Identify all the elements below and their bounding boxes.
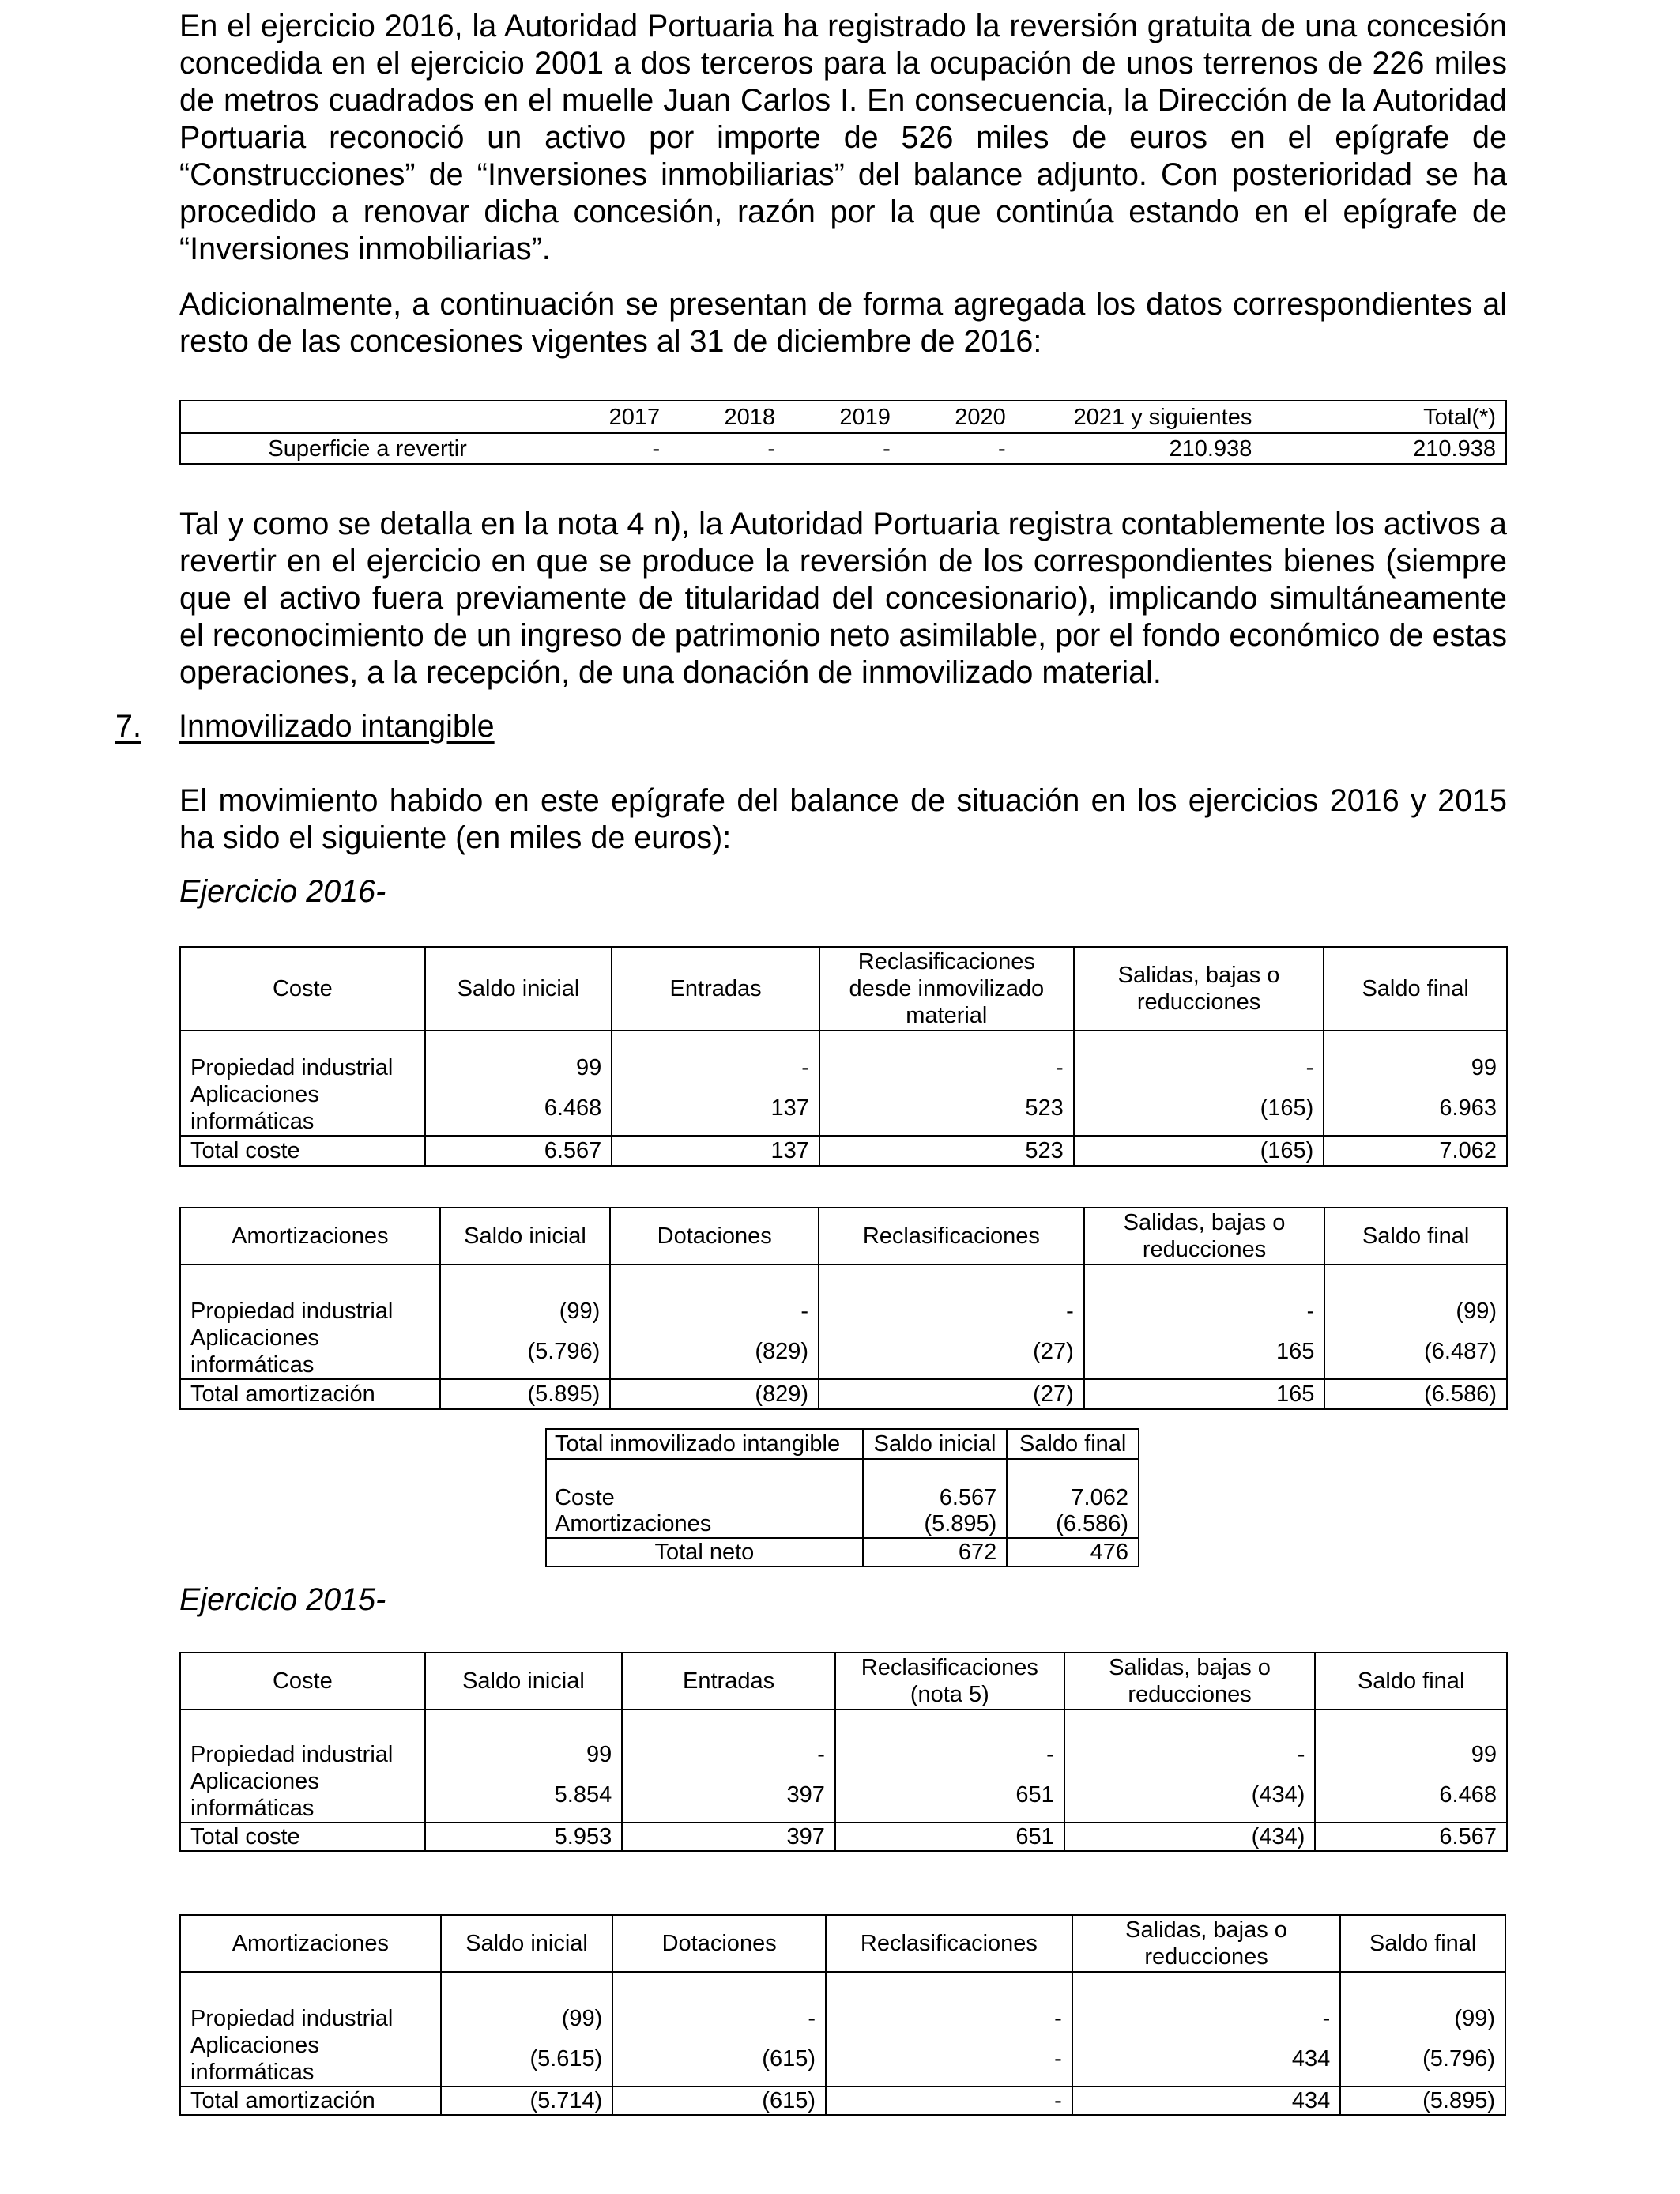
header-cell: Reclasificaciones (826, 1915, 1072, 1972)
total-value: 6.567 (425, 1136, 612, 1166)
cell-value: 6.567 (863, 1459, 1008, 1511)
row-label: Aplicaciones informáticas (190, 1769, 319, 1821)
header-cell: Reclasificaciones (819, 1208, 1084, 1265)
row-label: Aplicaciones informáticas (190, 2033, 319, 2085)
cell-value: - (826, 2032, 1072, 2087)
header-cell: Dotaciones (610, 1208, 819, 1265)
concessions-header-cell: 2020 (955, 404, 1006, 430)
total-row (180, 1823, 1507, 1851)
cell-value: - (835, 1710, 1064, 1768)
header-cell: Coste (272, 976, 333, 1001)
table-row (180, 1710, 1507, 1768)
cell-value: 6.963 (1324, 1081, 1507, 1136)
amortization-2016-header-row (180, 1208, 1507, 1265)
header-cell: Total inmovilizado intangible (555, 1431, 841, 1457)
cell-value: (99) (1340, 1972, 1505, 2032)
cell-value: (434) (1064, 1768, 1316, 1823)
cell-value: (829) (610, 1325, 819, 1379)
table-row (180, 1325, 1507, 1379)
cell-value: (165) (1074, 1081, 1324, 1136)
cell-value: - (1074, 1031, 1324, 1081)
total-value: (829) (610, 1379, 819, 1409)
total-value: 651 (835, 1823, 1064, 1851)
header-cell: Saldo final (1315, 1653, 1507, 1710)
amortization-2015-table (179, 1914, 1506, 2116)
total-row (546, 1538, 1139, 1566)
row-label: Aplicaciones informáticas (190, 1325, 319, 1378)
total-value: 7.062 (1324, 1136, 1507, 1166)
concessions-header-cell: 2019 (839, 404, 891, 430)
concessions-header-cell (180, 401, 554, 433)
total-row (180, 1136, 1507, 1166)
table-row (546, 1511, 1139, 1538)
cell-value: (99) (440, 1265, 611, 1325)
header-cell: Saldo inicial (440, 1208, 611, 1265)
header-cell: Saldo inicial (425, 1653, 623, 1710)
header-cell: Reclasificaciones desde inmovilizado material (819, 947, 1074, 1031)
total-value: 434 (1072, 2087, 1340, 2115)
cell-value: 99 (1324, 1031, 1507, 1081)
header-cell: Coste (272, 1668, 333, 1694)
cell-value: (99) (441, 1972, 613, 2032)
row-label: Propiedad industrial (180, 1031, 425, 1081)
paragraph-movement-intro: El movimiento habido en este epígrafe del balance de situación en los ejercicios 2016 y 2015 ha sido el siguiente (en miles de euros): (179, 783, 1507, 855)
cell-value: (99) (1324, 1265, 1507, 1325)
row-label: Propiedad industrial (180, 1710, 425, 1768)
concessions-header-cell: 2018 (724, 404, 775, 430)
header-cell: Entradas (612, 947, 819, 1031)
total-value: (27) (819, 1379, 1084, 1409)
total-value: 476 (1007, 1538, 1139, 1566)
header-cell: Dotaciones (612, 1915, 826, 1972)
row-label: Coste (546, 1459, 863, 1511)
header-cell: Amortizaciones (232, 1223, 389, 1249)
cell-value: 99 (425, 1710, 623, 1768)
cell-value: 99 (425, 1031, 612, 1081)
total-label: Total coste (180, 1136, 425, 1166)
table-row (180, 1081, 1507, 1136)
section-heading (115, 708, 495, 745)
concessions-header-cell: 2017 (608, 404, 661, 430)
concessions-cell: 210.938 (1015, 433, 1262, 464)
table-row (180, 2032, 1505, 2087)
concessions-header-cell: Total(*) (1423, 404, 1496, 430)
header-cell: Saldo inicial (441, 1915, 613, 1972)
summary-header-row (546, 1429, 1139, 1459)
paragraph-reversion: En el ejercicio 2016, la Autoridad Portuaria ha registrado la reversión gratuita de una concesión concedida en el ejercicio 2001 a dos terceros para la ocupación de unos terrenos de 226 miles de metros cuadrados en el muelle Juan Carlos I. En consecuencia, la Dirección de la Autoridad Portuaria reconoció un activo por importe de 526 miles de euros en el epígrafe de “Construcciones” de “Inversiones inmobiliarias” del balance adjunto. Con posterioridad se ha procedido a renovar dicha concesión, razón por la que continúa estando en el epígrafe de “Inversiones inmobiliarias”. (179, 9, 1507, 266)
total-value: 6.567 (1315, 1823, 1507, 1851)
cell-value: - (1084, 1265, 1325, 1325)
total-row (180, 1379, 1507, 1409)
concessions-cell: - (900, 433, 1015, 464)
total-value: (615) (612, 2087, 826, 2115)
total-value: 397 (622, 1823, 835, 1851)
header-cell: Saldo inicial (863, 1429, 1008, 1459)
total-value: 523 (819, 1136, 1074, 1166)
cell-value: (27) (819, 1325, 1084, 1379)
total-value: 165 (1084, 1379, 1325, 1409)
table-row (180, 1768, 1507, 1823)
total-label: Total coste (180, 1823, 425, 1851)
concessions-cell: Superficie a revertir (180, 433, 554, 464)
cost-2015-table (179, 1652, 1508, 1852)
paragraph-concessions-intro: Adicionalmente, a continuación se presentan de forma agregada los datos correspondientes al resto de las concesiones vigentes al 31 de diciembre de 2016: (179, 287, 1507, 359)
concessions-cell: 210.938 (1261, 433, 1506, 464)
total-value: 5.953 (425, 1823, 623, 1851)
cell-value: 6.468 (425, 1081, 612, 1136)
cost-2016-table (179, 946, 1508, 1167)
cell-value: 434 (1072, 2032, 1340, 2087)
header-cell: Salidas, bajas o reducciones (1072, 1915, 1340, 1972)
cost-2016-header-row (180, 947, 1507, 1031)
amortization-2015-header-row (180, 1915, 1505, 1972)
header-cell: Amortizaciones (232, 1931, 389, 1956)
cost-2015-header-row (180, 1653, 1507, 1710)
concessions-cell: - (554, 433, 669, 464)
cell-value: - (819, 1265, 1084, 1325)
total-value: (5.895) (1340, 2087, 1505, 2115)
total-value: (5.714) (441, 2087, 613, 2115)
header-cell: Reclasificaciones (nota 5) (835, 1653, 1064, 1710)
cell-value: 137 (612, 1081, 819, 1136)
cell-value: (5.796) (440, 1325, 611, 1379)
table-row (180, 1265, 1507, 1325)
amortization-2016-table (179, 1207, 1508, 1410)
total-label: Total amortización (180, 1379, 440, 1409)
total-value: (5.895) (440, 1379, 611, 1409)
concessions-cell: - (785, 433, 900, 464)
cell-value: - (1064, 1710, 1316, 1768)
total-label: Total amortización (180, 2087, 441, 2115)
row-label: Propiedad industrial (180, 1265, 440, 1325)
cell-value: 165 (1084, 1325, 1325, 1379)
subhead-2015: Ejercicio 2015- (179, 1582, 386, 1617)
table-row (546, 1459, 1139, 1511)
cell-value: 523 (819, 1081, 1074, 1136)
concessions-table (179, 400, 1507, 465)
header-cell: Saldo final (1324, 1208, 1507, 1265)
header-cell: Salidas, bajas o reducciones (1064, 1653, 1316, 1710)
concessions-header-cell: 2021 y siguientes (1073, 404, 1252, 430)
cell-value: 5.854 (425, 1768, 623, 1823)
total-value: (165) (1074, 1136, 1324, 1166)
concessions-header-row (180, 401, 1506, 433)
section-number: 7. (115, 709, 141, 744)
row-label: Propiedad industrial (180, 1972, 441, 2032)
subhead-2016: Ejercicio 2016- (179, 874, 386, 909)
total-value: - (826, 2087, 1072, 2115)
cell-value: 99 (1315, 1710, 1507, 1768)
cell-value: 7.062 (1007, 1459, 1139, 1511)
header-cell: Saldo final (1340, 1915, 1505, 1972)
total-value: 672 (863, 1538, 1008, 1566)
cell-value: (5.615) (441, 2032, 613, 2087)
section-title: Inmovilizado intangible (179, 709, 495, 744)
total-value: (6.586) (1324, 1379, 1507, 1409)
total-label: Total neto (546, 1538, 863, 1566)
cell-value: 6.468 (1315, 1768, 1507, 1823)
header-cell: Saldo inicial (425, 947, 612, 1031)
total-row (180, 2087, 1505, 2115)
table-row (180, 1972, 1505, 2032)
cell-value: (615) (612, 2032, 826, 2087)
cell-value: - (1072, 1972, 1340, 2032)
row-label: Amortizaciones (555, 1511, 712, 1536)
cell-value: - (612, 1972, 826, 2032)
cell-value: - (819, 1031, 1074, 1081)
cell-value: (6.487) (1324, 1325, 1507, 1379)
row-label: Aplicaciones informáticas (190, 1082, 319, 1134)
total-value: 137 (612, 1136, 819, 1166)
table-row (180, 1031, 1507, 1081)
header-cell: Entradas (622, 1653, 835, 1710)
cell-value: - (622, 1710, 835, 1768)
total-value: (434) (1064, 1823, 1316, 1851)
summary-2016-table (545, 1428, 1139, 1567)
cell-value: (5.895) (863, 1511, 1008, 1538)
cell-value: - (826, 1972, 1072, 2032)
cell-value: (5.796) (1340, 2032, 1505, 2087)
cell-value: - (612, 1031, 819, 1081)
cell-value: (6.586) (1007, 1511, 1139, 1538)
header-cell: Saldo final (1324, 947, 1507, 1031)
header-cell: Salidas, bajas o reducciones (1074, 947, 1324, 1031)
cell-value: 397 (622, 1768, 835, 1823)
cell-value: - (610, 1265, 819, 1325)
header-cell: Saldo final (1007, 1429, 1139, 1459)
header-cell: Salidas, bajas o reducciones (1084, 1208, 1325, 1265)
paragraph-accounting-policy: Tal y como se detalla en la nota 4 n), la Autoridad Portuaria registra contablemente los activos a revertir en el ejercicio en que se produce la reversión de los correspondientes bienes (siempre que el activo fuera previamente de titularidad del concesionario), implicando simultáneamente el reconocimiento de un ingreso de patrimonio neto asimilable, por el fondo económico de estas operaciones, a la recepción, de una donación de inmovilizado material. (179, 507, 1507, 690)
cell-value: 651 (835, 1768, 1064, 1823)
concessions-cell: - (669, 433, 785, 464)
concessions-data-row (180, 433, 1506, 464)
